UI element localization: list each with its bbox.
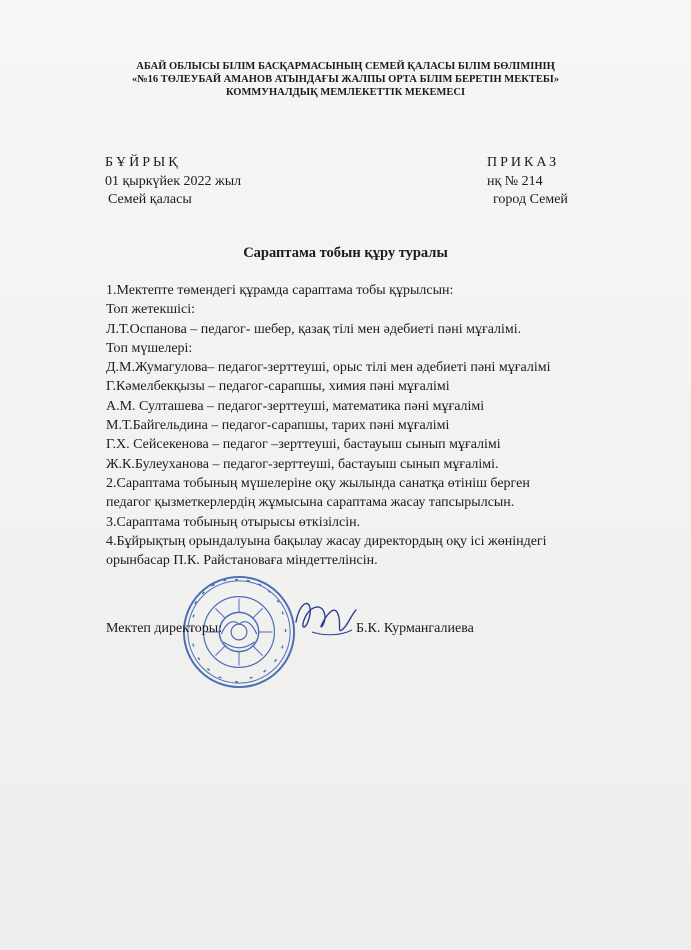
body-line: М.Т.Байгельдина – педагог-сарапшы, тарих пәні мұғалімі	[106, 418, 450, 434]
body-line: орынбасар П.К. Райстановаға міндеттелінсін.	[106, 553, 378, 569]
body-line: 1.Мектепте төмендегі құрамда сараптама тобы құрылсын:	[106, 283, 454, 298]
signatory-position: Мектеп директоры:	[106, 621, 223, 636]
order-city-kz: Семей қаласы	[108, 192, 192, 207]
document-body	[106, 281, 666, 570]
body-line: Г.Кәмелбекқызы – педагог-сарапшы, химия пәні мұғалімі	[106, 379, 450, 395]
body-line: Топ жетекшісі:	[106, 302, 195, 318]
order-label-kz: БҰЙРЫҚ	[105, 155, 181, 170]
letterhead-line-2: «№16 ТӨЛЕУБАЙ АМАНОВ АТЫНДАҒЫ ЖАЛПЫ ОРТА БІЛІМ БЕРЕТІН МЕКТЕБІ»	[131, 74, 560, 85]
body-line: Топ мүшелері:	[106, 340, 193, 356]
order-number: нқ № 214	[487, 173, 543, 189]
body-line: 2.Сараптама тобының мүшелеріне оқу жылында санатқа өтініш берген	[106, 475, 530, 491]
body-line: Л.Т.Оспанова – педагог- шебер, қазақ тілі мен әдебиеті пәні мұғалімі.	[106, 321, 522, 337]
signatory-name: Б.К. Курмангалиева	[356, 621, 474, 636]
signature-icon	[290, 592, 360, 642]
order-label-ru: ПРИКАЗ	[487, 155, 560, 170]
body-line: 3.Сараптама тобының отырысы өткізілсін.	[106, 514, 361, 530]
body-line: Ж.К.Булеуханова – педагог-зерттеуші, бастауыш сынып мұғалімі.	[106, 456, 499, 472]
body-line: Г.Х. Сейсекенова – педагог –зерттеуші, бастауыш сынып мұғалімі	[106, 437, 501, 453]
body-line: 4.Бұйрықтың орындалуына бақылау жасау директордың оқу ісі жөніндегі	[106, 533, 547, 549]
document-title: Сараптама тобын құру туралы	[243, 245, 448, 261]
letterhead-line-1: АБАЙ ОБЛЫСЫ БІЛІМ БАСҚАРМАСЫНЫҢ СЕМЕЙ ҚАЛАСЫ БІЛІМ БӨЛІМІНІҢ	[136, 61, 555, 72]
order-date: 01 қыркүйек 2022 жыл	[105, 173, 242, 189]
body-line: А.М. Султашева – педагог-зерттеуші, математика пәні мұғалімі	[106, 398, 485, 414]
letterhead-line-3: КОММУНАЛДЫҚ МЕМЛЕКЕТТІК МЕКЕМЕСІ	[225, 87, 466, 98]
order-city-ru: город Семей	[493, 192, 568, 207]
body-line: педагог қызметкерлердің жұмысына сараптама жасау тапсырылсын.	[106, 495, 515, 511]
order-details	[105, 154, 585, 210]
letterhead	[0, 60, 691, 99]
body-line: Д.М.Жумагулова– педагог-зерттеуші, орыс тілі мен әдебиеті пәні мұғалімі	[106, 360, 551, 376]
